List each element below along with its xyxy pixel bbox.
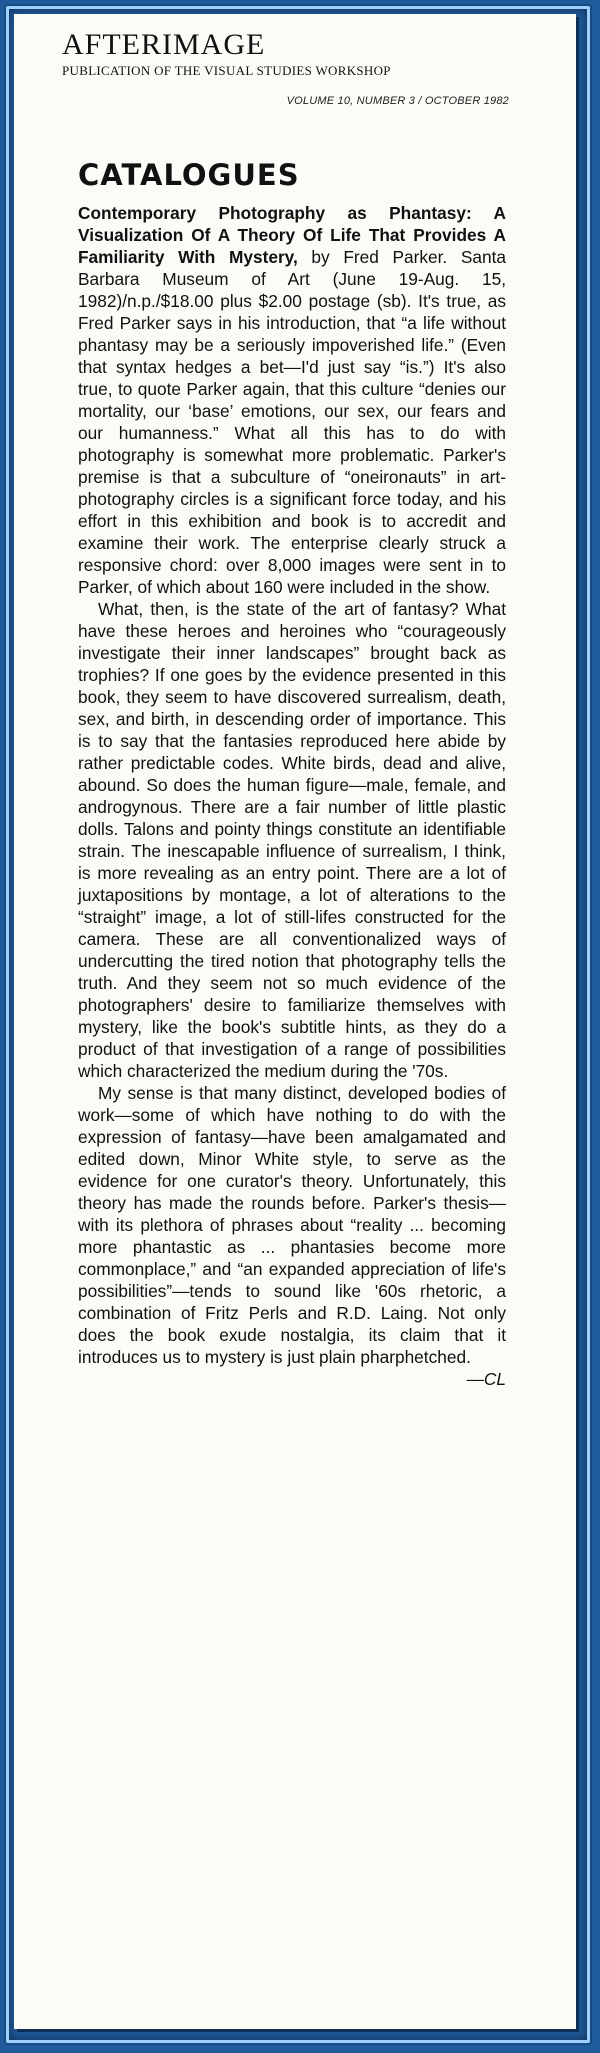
paragraph-3: [78, 1082, 506, 1389]
masthead-title: AFTERIMAGE: [62, 28, 266, 61]
masthead-subtitle: PUBLICATION OF THE VISUAL STUDIES WORKSHOP: [62, 63, 391, 78]
author-signature: —CL: [466, 1369, 506, 1389]
paragraph-3-body: My sense is that many distinct, developed bodies of work—some of which have nothing to do with the expression of fantasy—have been amalgamated and edited down, Minor White style, to serve as the evidence for one curator's theory. Unfortunately, this theory has made the rounds before. Parker's thesis—with its plethora of phrases about “reality ... becoming more phantastic as ... phantasies become more commonplace,” and “an expanded appreciation of life's possibilities”—tends to sound like '60s rhetoric, a combination of Fritz Perls and R.D. Laing. Not only does the book exude nostalgia, its claim that it introduces us to mystery is just plain pharphetched.: [78, 1083, 506, 1367]
section-heading: CATALOGUES: [78, 158, 300, 192]
article-body: [78, 202, 506, 1390]
paragraph-1: [78, 202, 506, 598]
lead-title: Contemporary Photography as Phantasy: A Visualization Of A Theory Of Life That Provides A Familiarity With Mystery,: [78, 203, 506, 267]
paragraph-1-body: by Fred Parker. Santa Barbara Museum of Art (June 19-Aug. 15, 1982)/n.p./$18.00 plus $2.00 postage (sb). It's true, as Fred Parker says in his introduction, that “a life without phantasy may be a seriously impoverished life.” (Even that syntax hedges a bet—I'd just say “is.”) It's also true, to quote Parker again, that this culture “denies our mortality, our ‘base’ emotions, our sex, our fears and our humanness.” What all this has to do with photography is somewhat more problematic. Parker's premise is that a subculture of “oneironauts” in art-photography circles is a significant force today, and his effort in this exhibition and book is to accredit and examine their work. The enterprise clearly struck a responsive chord: over 8,000 images were sent in to Parker, of which about 160 were included in the show.: [78, 247, 507, 597]
issue-line: VOLUME 10, NUMBER 3 / OCTOBER 1982: [286, 95, 509, 107]
paragraph-2: What, then, is the state of the art of fantasy? What have these heroes and heroines who “courageously investigate their inner landscapes” brought back as trophies? If one goes by the evidence presented in this book, they seem to have discovered surrealism, death, sex, and birth, in descending order of importance. This is to say that the fantasies reproduced here abide by rather predictable codes. White birds, dead and alive, abound. So does the human figure—male, female, and androgynous. There are a fair number of little plastic dolls. Talons and pointy things constitute an identifiable strain. The inescapable influence of surrealism, I think, is more revealing as an entry point. There are a lot of juxtapositions by montage, a lot of alterations to the “straight” image, a lot of still-lifes constructed for the camera. These are all conventionalized ways of undercutting the tired notion that photography tells the truth. And they seem not so much evidence of the photographers' desire to familiarize themselves with mystery, like the book's subtitle hints, as they do a product of that investigation of a range of possibilities which characterized the medium during the '70s.: [78, 599, 506, 1081]
